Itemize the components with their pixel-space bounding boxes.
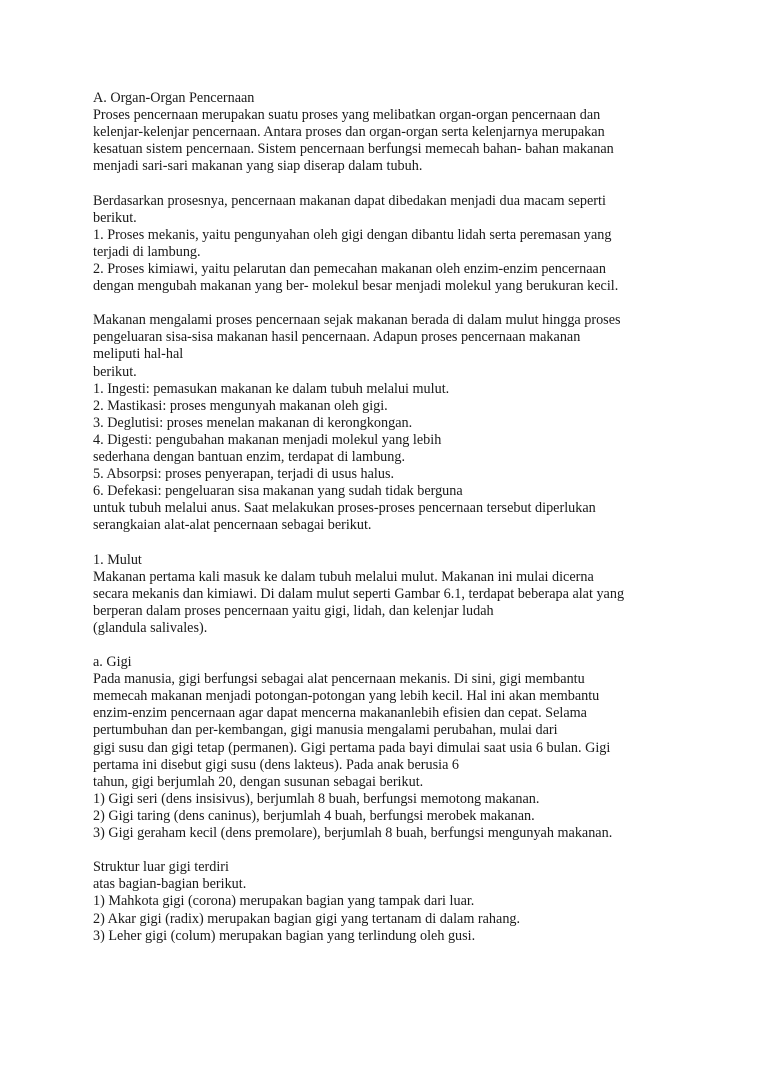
text-line: kesatuan sistem pencernaan. Sistem pencernaan berfungsi memecah bahan- bahan makanan [93, 141, 614, 158]
text-line: berikut. [93, 363, 137, 380]
text-line: pertumbuhan dan per-kembangan, gigi manusia mengalami perubahan, mulai dari [93, 722, 558, 739]
text-line: atas bagian-bagian berikut. [93, 876, 247, 893]
list-item: 1. Ingesti: pemasukan makanan ke dalam tubuh melalui mulut. [93, 380, 450, 397]
paragraph-gap [93, 295, 693, 312]
text-line: gigi susu dan gigi tetap (permanen). Gigi pertama pada bayi dimulai saat usia 6 bulan. Gigi [93, 739, 611, 756]
text-line: kelenjar-kelenjar pencernaan. Antara proses dan organ-organ serta kelenjarnya merupakan [93, 124, 605, 141]
list-item: 3) Leher gigi (colum) merupakan bagian yang terlindung oleh gusi. [93, 927, 476, 944]
paragraph-proses [93, 193, 693, 296]
list-item: 5. Absorpsi: proses penyerapan, terjadi di usus halus. [93, 466, 395, 483]
text-line: untuk tubuh melalui anus. Saat melakukan proses-proses pencernaan tersebut diperlukan [93, 500, 596, 517]
paragraph-gap [93, 637, 693, 654]
text-line: Berdasarkan prosesnya, pencernaan makanan dapat dibedakan menjadi dua macam seperti [93, 192, 606, 209]
text-line: serangkaian alat-alat pencernaan sebagai berikut. [93, 517, 372, 534]
paragraph-gap [93, 175, 693, 192]
text-line: berperan dalam proses pencernaan yaitu gigi, lidah, dan kelenjar ludah [93, 602, 494, 619]
text-line: terjadi di lambung. [93, 243, 201, 260]
list-item: 2) Gigi taring (dens caninus), berjumlah 4 buah, berfungsi merobek makanan. [93, 807, 535, 824]
list-item: 2. Proses kimiawi, yaitu pelarutan dan pemecahan makanan oleh enzim-enzim pencernaan [93, 260, 606, 277]
text-line: pertama ini disebut gigi susu (dens lakteus). Pada anak berusia 6 [93, 756, 460, 773]
text-line: Struktur luar gigi terdiri [93, 859, 229, 876]
paragraph-gap [93, 534, 693, 551]
text-line: menjadi sari-sari makanan yang siap diserap dalam tubuh. [93, 158, 423, 175]
paragraph-tahapan [93, 312, 693, 534]
text-line: pengeluaran sisa-sisa makanan hasil pencernaan. Adapun proses pencernaan makanan [93, 329, 581, 346]
list-item: 2. Mastikasi: proses mengunyah makanan oleh gigi. [93, 397, 388, 414]
paragraph-organ-pencernaan [93, 90, 693, 175]
text-line: meliputi hal-hal [93, 346, 184, 363]
text-line: secara mekanis dan kimiawi. Di dalam mulut seperti Gambar 6.1, terdapat beberapa alat yang [93, 585, 625, 602]
text-line: (glandula salivales). [93, 619, 208, 636]
paragraph-struktur-gigi [93, 859, 693, 944]
text-line: memecah makanan menjadi potongan-potongan yang lebih kecil. Hal ini akan membantu [93, 688, 600, 705]
text-line: berikut. [93, 209, 137, 226]
text-line: tahun, gigi berjumlah 20, dengan susunan sebagai berikut. [93, 773, 424, 790]
text-line: enzim-enzim pencernaan agar dapat mencerna makananlebih efisien dan cepat. Selama [93, 705, 587, 722]
text-line: sederhana dengan bantuan enzim, terdapat di lambung. [93, 448, 406, 465]
paragraph-mulut [93, 552, 693, 637]
list-item: 4. Digesti: pengubahan makanan menjadi molekul yang lebih [93, 431, 442, 448]
paragraph-gap [93, 842, 693, 859]
section-heading: a. Gigi [93, 654, 132, 671]
list-item: 6. Defekasi: pengeluaran sisa makanan yang sudah tidak berguna [93, 483, 463, 500]
list-item: 1) Gigi seri (dens insisivus), berjumlah 8 buah, berfungsi memotong makanan. [93, 790, 540, 807]
list-item: 1. Proses mekanis, yaitu pengunyahan oleh gigi dengan dibantu lidah serta peremasan yang [93, 226, 612, 243]
list-item: 3. Deglutisi: proses menelan makanan di kerongkongan. [93, 414, 413, 431]
text-line: Proses pencernaan merupakan suatu proses yang melibatkan organ-organ pencernaan dan [93, 107, 601, 124]
document-page [93, 90, 693, 945]
section-heading: A. Organ-Organ Pencernaan [93, 90, 255, 106]
list-item: 2) Akar gigi (radix) merupakan bagian gigi yang tertanam di dalam rahang. [93, 910, 521, 927]
paragraph-gigi [93, 654, 693, 842]
text-line: dengan mengubah makanan yang ber- molekul besar menjadi molekul yang berukuran kecil. [93, 278, 619, 295]
text-line: Makanan pertama kali masuk ke dalam tubuh melalui mulut. Makanan ini mulai dicerna [93, 568, 594, 585]
text-line: Makanan mengalami proses pencernaan sejak makanan berada di dalam mulut hingga proses [93, 312, 621, 329]
list-item: 3) Gigi geraham kecil (dens premolare), berjumlah 8 buah, berfungsi mengunyah makanan. [93, 825, 613, 842]
text-line: Pada manusia, gigi berfungsi sebagai alat pencernaan mekanis. Di sini, gigi membantu [93, 671, 585, 688]
list-item: 1) Mahkota gigi (corona) merupakan bagian yang tampak dari luar. [93, 893, 475, 910]
section-heading: 1. Mulut [93, 551, 142, 568]
